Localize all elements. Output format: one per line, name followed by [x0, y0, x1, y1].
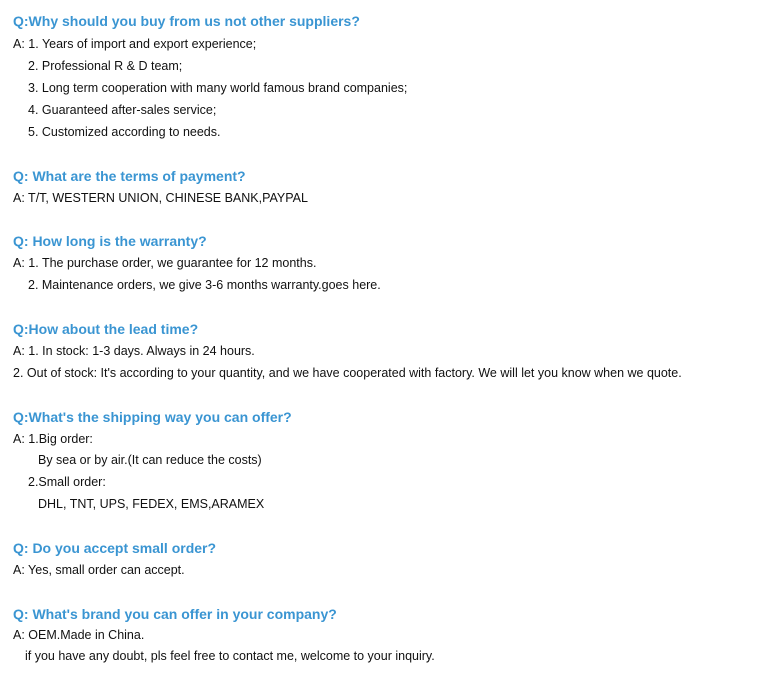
faq-answer-line: 3. Long term cooperation with many world famous brand companies;	[28, 81, 408, 95]
faq-answer-line: if you have any doubt, pls feel free to contact me, welcome to your inquiry.	[25, 649, 435, 663]
faq-answer-line: 5. Customized according to needs.	[28, 125, 221, 139]
faq-answer-line: A: 1. In stock: 1-3 days. Always in 24 hours.	[13, 344, 255, 358]
faq-answer-line: A: 1.Big order:	[13, 432, 93, 446]
faq-answer-line: 2.Small order:	[28, 475, 106, 489]
faq-question-lead-time: Q:How about the lead time?	[13, 321, 199, 337]
faq-answer-line: 2. Out of stock: It's according to your quantity, and we have cooperated with factory. We will let you know when we quote.	[13, 366, 682, 380]
faq-answer-line: A: T/T, WESTERN UNION, CHINESE BANK,PAYPAL	[13, 191, 308, 205]
faq-question-payment: Q: What are the terms of payment?	[13, 168, 246, 184]
faq-answer-line: 4. Guaranteed after-sales service;	[28, 103, 217, 117]
faq-question-shipping: Q:What's the shipping way you can offer?	[13, 409, 292, 425]
faq-question-brand: Q: What's brand you can offer in your company?	[13, 606, 337, 622]
faq-answer-line: 2. Professional R & D team;	[28, 59, 183, 73]
faq-question-small-order: Q: Do you accept small order?	[13, 540, 217, 556]
faq-answer-line: A: OEM.Made in China.	[13, 628, 145, 642]
faq-answer-line: DHL, TNT, UPS, FEDEX, EMS,ARAMEX	[38, 497, 265, 511]
faq-answer-line: A: 1. Years of import and export experience;	[13, 37, 257, 51]
faq-answer-line: A: Yes, small order can accept.	[13, 563, 185, 577]
faq-answer-line: 2. Maintenance orders, we give 3-6 months warranty.goes here.	[28, 278, 381, 292]
faq-question-suppliers: Q:Why should you buy from us not other suppliers?	[13, 13, 360, 29]
faq-answer-line: A: 1. The purchase order, we guarantee for 12 months.	[13, 256, 317, 270]
faq-question-warranty: Q: How long is the warranty?	[13, 233, 207, 249]
faq-answer-line: By sea or by air.(It can reduce the costs)	[38, 453, 262, 467]
